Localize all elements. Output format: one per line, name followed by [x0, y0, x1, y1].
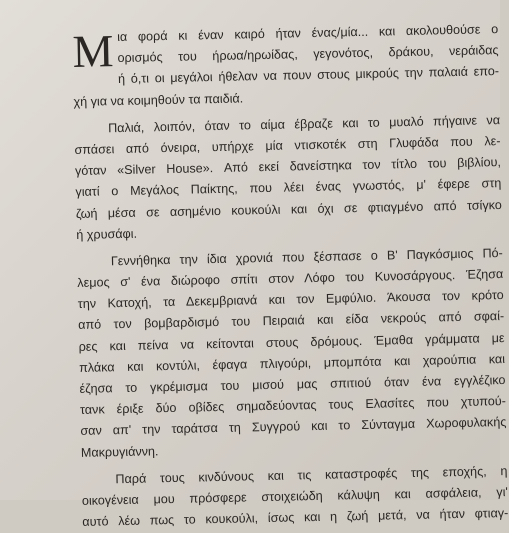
- drop-cap-letter: Μ: [71, 25, 114, 77]
- text-line: Παλιά, λοιπόν, όταν το αίμα έβραζε και το μυαλό πήγαινε να: [107, 112, 501, 136]
- text-line: από τον βομβαρδισμό του Πειραιά και είδα νεκρούς από σφαί-: [78, 309, 505, 333]
- text-line: τανκ έριξε δύο οβίδες σημαδεύοντας τους Ελασίτες που χτυπού-: [79, 394, 507, 418]
- text-line: πλάκα και κοντύλι, έφαγα πλιγούρι, μπομπότα και χαρούπια και: [78, 351, 506, 375]
- text-line: Μακρυγιάννη.: [80, 443, 159, 460]
- text-line: ή χρυσάφι.: [76, 226, 138, 242]
- text-line: ή ό,τι οι μεγάλοι ήθελαν να πουν στους μικρούς την παλαιά επο-: [117, 64, 500, 87]
- text-line: έζησα το γκρέμισμα του μισού μας σπιτιού όταν ένα εγγλέζικο: [79, 373, 506, 396]
- text-line: οικογένεια μου πρόσφερε στοιχειώδη κάλυψη και ασφάλεια, γι': [81, 484, 508, 508]
- text-line: ια φορά κι έναν καιρό ήταν ένας/μία... και ακολουθούσε ο: [116, 22, 499, 45]
- paragraph-2: [74, 110, 503, 246]
- text-line: ρες και πείνα να κείτονται στους δρόμους. Έμαθα γράμματα με: [78, 330, 505, 354]
- text-line: αυτό λέω πως το κουκούλι, ίσως και η ζωή μετά, να ήταν φτιαγ-: [82, 506, 509, 530]
- paragraph-3: [77, 243, 507, 464]
- text-line: Γεννήθηκα την ίδια χρονιά που ξέσπασε ο Β' Παγκόσμιος Πό-: [110, 245, 503, 269]
- text-line: ορισμός του ήρωα/ηρωίδας, γεγονότος, δράκου, νεράιδας: [117, 43, 499, 66]
- text-line: χή για να κοιμηθούν τα παιδιά.: [73, 90, 244, 109]
- paragraph-1: [72, 19, 500, 113]
- text-line: σαν απ' την ταράτσα τη Συγγρού και το Σύνταγμα Χωροφυλακής: [80, 415, 507, 439]
- text-line: σπάσει από όνειρα, υπήρχε μία ντισκοτέκ στη Γλυφάδα που λε-: [74, 133, 501, 157]
- text-line: γόταν «Silver House». Από εκεί δανείστηκα τον τίτλο του βιβλίου,: [74, 155, 502, 179]
- text-line: ζωή μέσα σε ασημένιο κουκούλι και όχι σε φτιαγμένο από τσίγκο: [75, 197, 502, 221]
- paragraph-4: [81, 461, 508, 533]
- text-line: λεμος σ' ένα διώροφο σπίτι στον Λόφο του Κυνοσάργους. Έζησα: [77, 267, 504, 291]
- body-text: [72, 19, 508, 533]
- text-line: την Κατοχή, τα Δεκεμβριανά και τον Εμφύλιο. Άκουσα τον κρότο: [77, 288, 504, 312]
- text-line: Παρά τους κινδύνους και τις καταστροφές της εποχής, η: [115, 463, 508, 486]
- text-line: γιατί ο Μεγάλος Παίκτης, που λέει ένας γνωστός, μ' έφερε στη: [75, 176, 502, 200]
